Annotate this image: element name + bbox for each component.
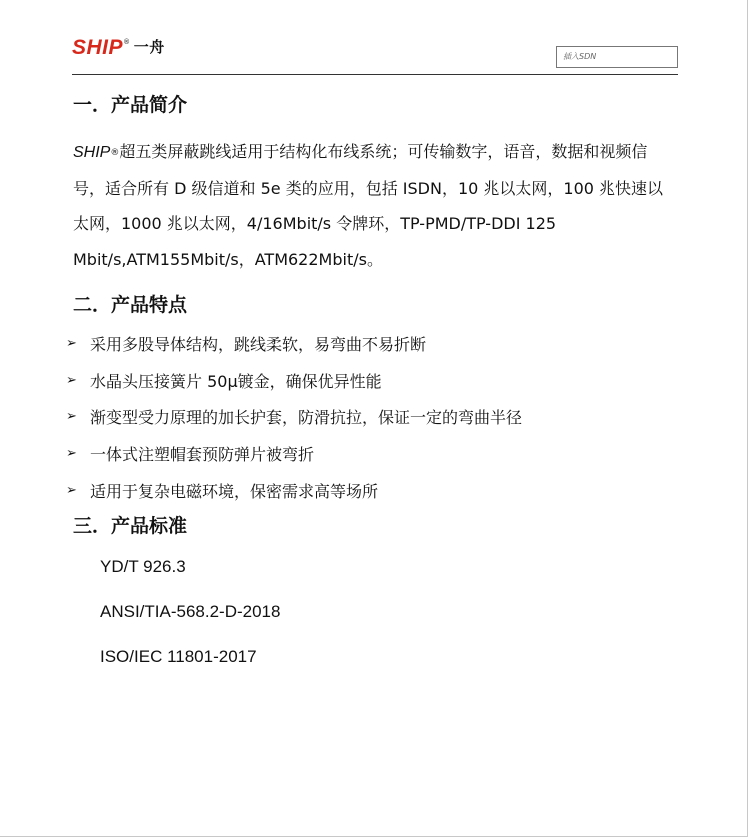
section-title-intro: 一．产品简介 (73, 94, 188, 116)
feature-text: 渐变型受力原理的加长护套，防滑抗拉，保证一定的弯曲半径 (90, 408, 523, 428)
bullet-arrow-icon: ➢ (66, 446, 77, 462)
feature-item (66, 325, 522, 362)
intro-brand: SHIP (73, 144, 111, 161)
standard-item: YD/T 926.3 (100, 557, 186, 576)
section-title-features: 二．产品特点 (73, 294, 188, 316)
logo-registered-mark: ® (124, 39, 130, 46)
feature-item (66, 472, 522, 509)
bullet-arrow-icon: ➢ (66, 483, 77, 499)
bullet-arrow-icon: ➢ (66, 372, 77, 388)
intro-paragraph (73, 134, 673, 277)
bullet-arrow-icon: ➢ (66, 335, 77, 351)
standard-item: ISO/IEC 11801-2017 (100, 647, 257, 666)
standard-item: ANSI/TIA-568.2-D-2018 (100, 602, 281, 621)
section-title-standards: 三．产品标准 (73, 515, 188, 537)
intro-text: 超五类屏蔽跳线适用于结构化布线系统；可传输数字，语音，数据和视频信号，适合所有 D 级信道和 5e 类的应用，包括 ISDN，10 兆以太网，100 兆快速以太网，1000 兆以太网，4/16Mbit/s 令牌环，TP-PMD/TP-DDI 125 Mbit/s,ATM155Mbit/s，ATM622Mbit/s。 (73, 142, 664, 269)
standards-list (100, 552, 280, 687)
feature-text: 采用多股导体结构，跳线柔软，易弯曲不易折断 (90, 334, 427, 354)
company-logo (72, 36, 165, 60)
feature-text: 一体式注塑帽套预防弹片被弯折 (90, 445, 315, 465)
logo-brand: SHIP (72, 36, 124, 59)
features-list (66, 325, 522, 509)
feature-text: 水晶头压接簧片 50μ镀金，确保优异性能 (90, 371, 382, 391)
logo-chinese-name: 一舟 (133, 38, 165, 56)
feature-item (66, 399, 522, 436)
feature-text: 适用于复杂电磁环境，保密需求高等场所 (90, 482, 379, 502)
feature-item (66, 435, 522, 472)
header-search-field[interactable]: 插入SDN (556, 46, 678, 68)
intro-registered-mark: ® (110, 148, 120, 158)
feature-item (66, 362, 522, 399)
page-header (72, 36, 678, 75)
bullet-arrow-icon: ➢ (66, 409, 77, 425)
